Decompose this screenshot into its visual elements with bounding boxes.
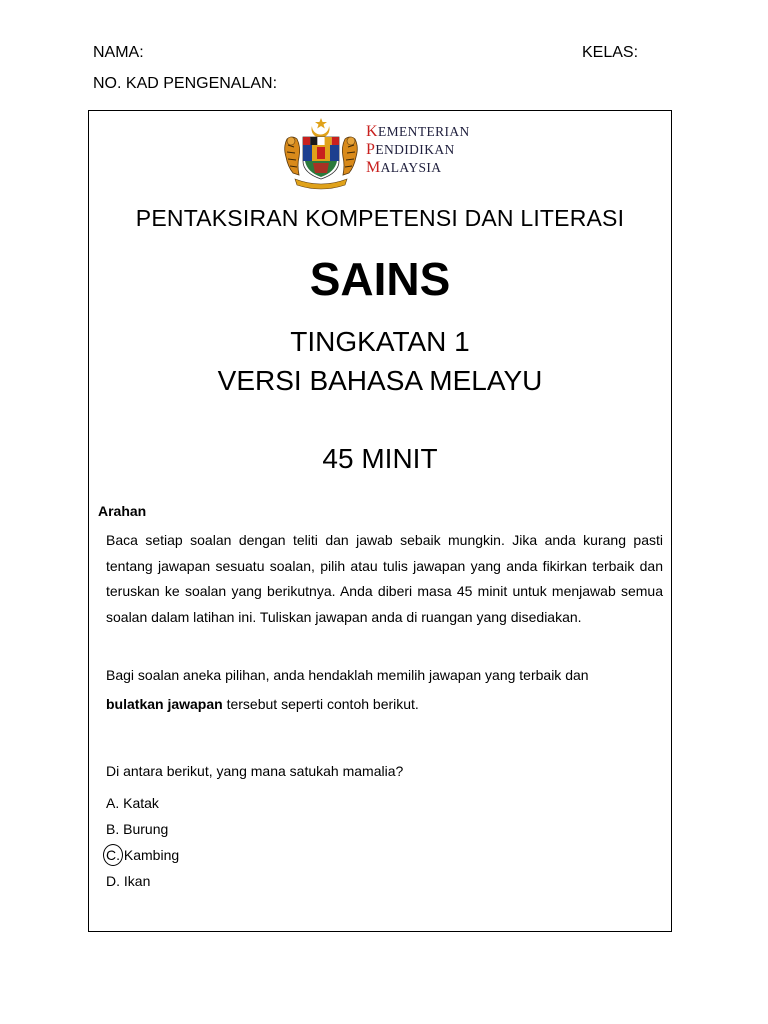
assessment-title: PENTAKSIRAN KOMPETENSI DAN LITERASI	[135, 205, 625, 231]
subject-title: SAINS	[309, 253, 451, 305]
logo-line3-rest: ALAYSIA	[380, 160, 442, 175]
duration: 45 MINIT	[322, 443, 438, 474]
no-kad-pengenalan-label: NO. KAD PENGENALAN:	[93, 75, 278, 92]
option-text: Ikan	[120, 873, 151, 889]
instructions-paragraph-3-rest: tersebut seperti contoh berikut.	[222, 696, 419, 712]
form-level: TINGKATAN 1	[290, 326, 470, 357]
option-letter: D.	[106, 873, 120, 889]
cover-box	[88, 110, 672, 932]
logo-line2-initial: P	[366, 141, 376, 158]
instructions-heading: Arahan	[98, 503, 147, 519]
option-text: Kambing	[120, 847, 180, 863]
ministry-name	[366, 123, 470, 177]
example-question: Di antara berikut, yang mana satukah mamalia?	[106, 763, 404, 779]
language-version: VERSI BAHASA MELAYU	[217, 365, 543, 396]
logo-line1-rest: EMENTERIAN	[377, 124, 470, 139]
example-option-a	[106, 793, 159, 813]
option-text: Katak	[119, 795, 159, 811]
example-option-b	[106, 819, 168, 839]
instructions-paragraph-1: Baca setiap soalan dengan teliti dan jawab sebaik mungkin. Jika anda kurang pasti tentang jawapan sesuatu soalan, pilih atau tulis jawapan yang anda fikirkan terbaik dan teruskan ke soalan yang berikutnya. Anda diberi masa 45 minit untuk menjawab semua soalan dalam latihan ini. Tuliskan jawapan anda di ruangan yang disediakan.	[106, 532, 663, 625]
logo-line2-rest: ENDIDIKAN	[375, 142, 455, 157]
nama-label: NAMA:	[93, 44, 144, 61]
malaysia-coat-of-arms-icon	[279, 117, 363, 191]
ministry-logo	[279, 117, 489, 191]
option-letter: A.	[106, 795, 120, 811]
circled-option-letter: C.	[106, 847, 120, 863]
instructions-paragraph-3	[106, 694, 419, 714]
instructions-paragraph-2: Bagi soalan aneka pilihan, anda hendaklah memilih jawapan yang terbaik dan	[106, 667, 589, 683]
example-option-c	[106, 845, 179, 865]
circle-answer-emphasis: bulatkan jawapan	[106, 696, 223, 712]
option-letter: B.	[106, 821, 120, 837]
kelas-label: KELAS:	[582, 44, 639, 61]
logo-line3-initial: M	[366, 159, 381, 176]
logo-line1-initial: K	[366, 123, 378, 140]
example-option-d	[106, 871, 150, 891]
option-text: Burung	[119, 821, 169, 837]
